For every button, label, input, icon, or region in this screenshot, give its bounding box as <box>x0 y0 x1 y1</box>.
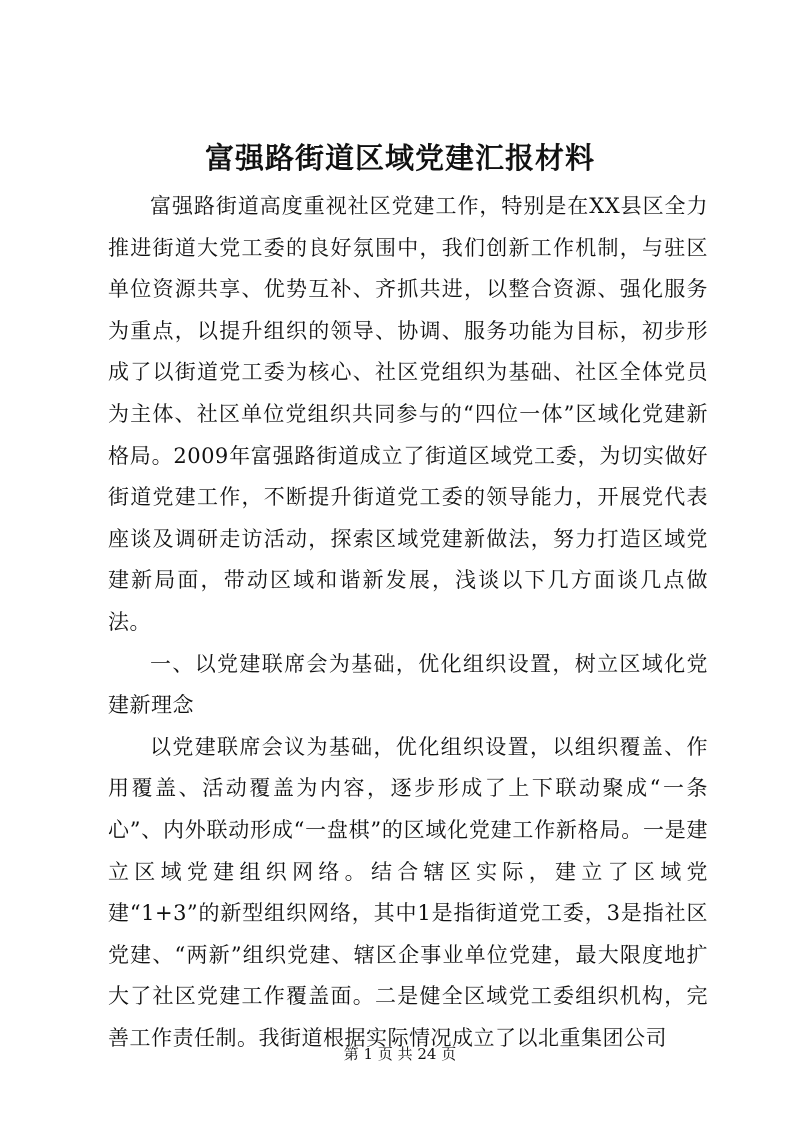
paragraph-intro: 富强路街道高度重视社区党建工作，特别是在XX县区全力推进街道大党工委的良好氛围中，我们创新工作机制，与驻区单位资源共享、优势互补、齐抓共进，以整合资源、强化服务为重点，以提升组织的领导、协调、服务功能为目标，初步形成了以街道党工委为核心、社区党组织为基础、社区全体党员为主体、社区单位党组织共同参与的“四位一体”区域化党建新格局。2009年富强路街道成立了街道区域党工委，为切实做好街道党建工作，不断提升街道党工委的领导能力，开展党代表座谈及调研走访活动，探索区域党建新做法，努力打造区域党建新局面，带动区域和谐新发展，浅谈以下几方面谈几点做法。 <box>108 194 708 634</box>
paragraph-section-1: 以党建联席会议为基础，优化组织设置，以组织覆盖、作用覆盖、活动覆盖为内容，逐步形成了上下联动聚成“一条心”、内外联动形成“一盘棋”的区域化党建工作新格局。一是建立区域党建组织网络。结合辖区实际，建立了区域党建“1+3”的新型组织网络，其中1是指街道党工委，3是指社区党建、“两新”组织党建、辖区企事业单位党建，最大限度地扩大了社区党建工作覆盖面。二是健全区域党工委组织机构，完善工作责任制。我街道根据实际情况成立了以北重集团公司 <box>108 734 708 1050</box>
section-heading-1: 一、以党建联席会为基础，优化组织设置，树立区域化党建新理念 <box>108 651 708 718</box>
page-number-footer: 第 1 页 共 24 页 <box>343 1045 457 1063</box>
document-body <box>108 186 708 1059</box>
document-title: 富强路街道区域党建汇报材料 <box>204 141 595 175</box>
